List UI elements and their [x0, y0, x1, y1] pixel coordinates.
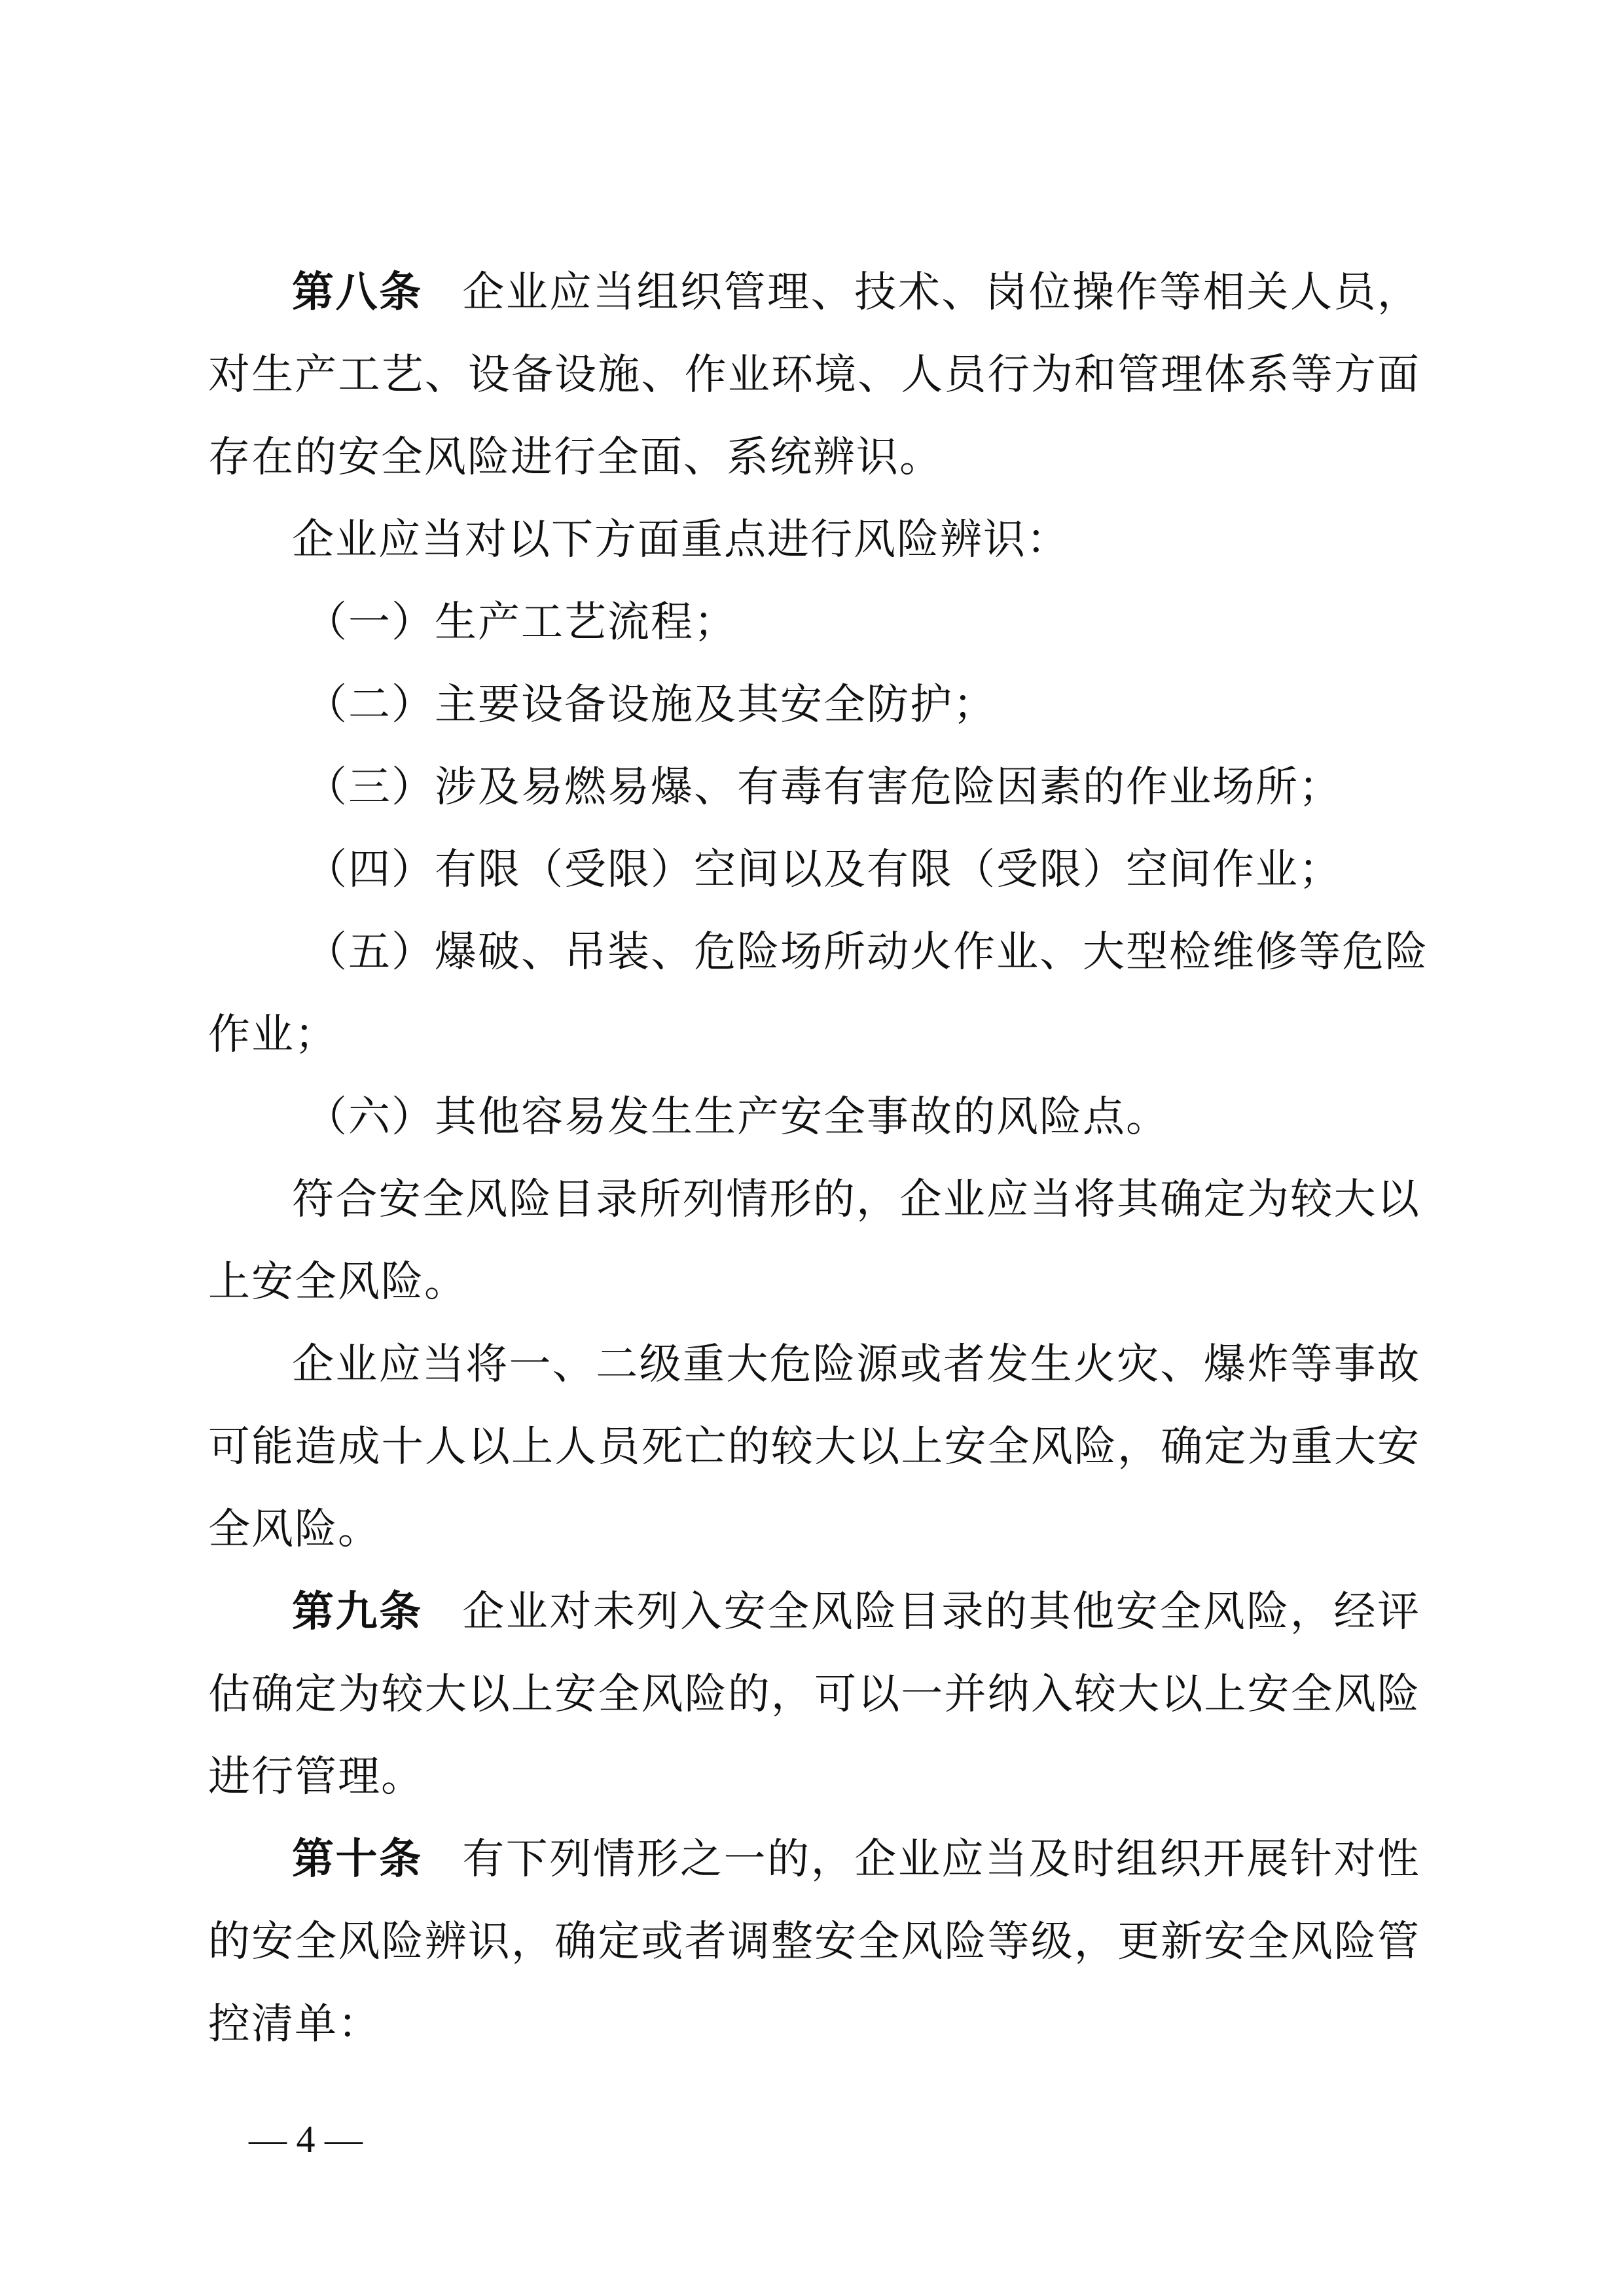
focus-item-5: （五）爆破、吊装、危险场所动火作业、大型检维修等危险: [305, 928, 1428, 977]
article-8-line-2: 对生产工艺、设备设施、作业环境、人员行为和管理体系等方面: [208, 351, 1420, 399]
focus-item-2: （二）主要设备设施及其安全防护；: [305, 681, 996, 729]
major-risk-paragraph-line-2: 可能造成十人以上人员死亡的较大以上安全风险，确定为重大安: [208, 1423, 1420, 1471]
focus-item-5-cont: 作业；: [208, 1011, 338, 1059]
major-risk-paragraph-line-3: 全风险。: [208, 1505, 381, 1554]
article-9-line-2: 估确定为较大以上安全风险的，可以一并纳入较大以上安全风险: [208, 1670, 1420, 1719]
article-9-line-1: [292, 1583, 1420, 1641]
article-10-line-3: 控清单：: [208, 2000, 381, 2049]
focus-item-1: （一）生产工艺流程；: [305, 598, 737, 647]
article-9-heading: 第九条: [292, 1588, 423, 1636]
article-8-line-3: 存在的安全风险进行全面、系统辨识。: [208, 433, 943, 482]
article-8-heading: 第八条: [292, 268, 423, 317]
catalog-paragraph-line-2: 上安全风险。: [208, 1258, 467, 1306]
article-8-text-1: 企业应当组织管理、技术、岗位操作等相关人员，: [461, 268, 1421, 317]
focus-item-4: （四）有限（受限）空间以及有限（受限）空间作业；: [305, 846, 1342, 894]
page-number: — 4 —: [249, 2118, 363, 2161]
focus-item-6: （六）其他容易发生生产安全事故的风险点。: [305, 1093, 1169, 1141]
major-risk-paragraph-line-1: 企业应当将一、二级重大危险源或者发生火灾、爆炸等事故: [292, 1340, 1420, 1389]
article-8-line-1: [292, 263, 1420, 322]
catalog-paragraph-line-1: 符合安全风险目录所列情形的，企业应当将其确定为较大以: [292, 1175, 1420, 1224]
article-10-line-1: [292, 1830, 1420, 1889]
focus-intro: 企业应当对以下方面重点进行风险辨识：: [292, 516, 1070, 564]
article-10-line-2: 的安全风险辨识，确定或者调整安全风险等级，更新安全风险管: [208, 1918, 1420, 1966]
focus-item-3: （三）涉及易燃易爆、有毒有害危险因素的作业场所；: [305, 763, 1342, 812]
article-10-heading: 第十条: [292, 1835, 423, 1884]
article-9-line-3: 进行管理。: [208, 1753, 424, 1801]
article-9-text-1: 企业对未列入安全风险目录的其他安全风险，经评: [461, 1588, 1421, 1636]
article-10-text-1: 有下列情形之一的，企业应当及时组织开展针对性: [461, 1835, 1421, 1884]
